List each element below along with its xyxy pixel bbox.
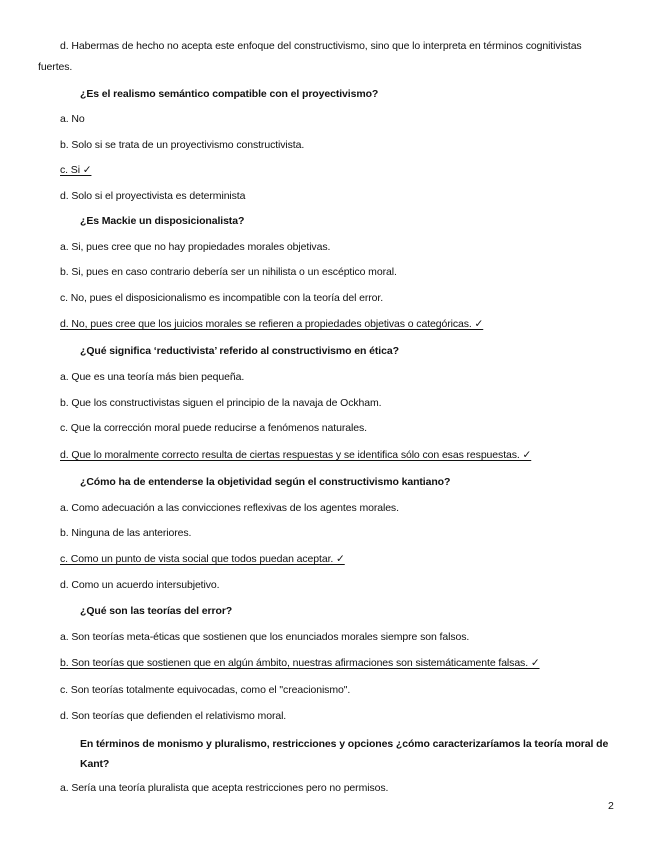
answer-option: b. Solo si se trata de un proyectivismo constructivista. (60, 139, 305, 151)
answer-option: a. No (60, 113, 85, 125)
intro-paragraph: d. Habermas de hecho no acepta este enfoque del constructivismo, sino que lo interpreta en términos cognitivistas fuertes. (38, 40, 582, 73)
question-title: ¿Qué significa ‘reductivista’ referido al constructivismo en ética? (80, 345, 399, 357)
question-title: ¿Qué son las teorías del error? (80, 605, 233, 617)
answer-option: d. Son teorías que defienden el relativismo moral. (60, 710, 287, 722)
answer-option: d. Como un acuerdo intersubjetivo. (60, 579, 220, 591)
answer-option: a. Como adecuación a las convicciones reflexivas de los agentes morales. (60, 502, 399, 514)
answer-option: b. Ninguna de las anteriores. (60, 527, 192, 539)
answer-option: c. Que la corrección moral puede reducirse a fenómenos naturales. (60, 422, 367, 434)
question-title: ¿Cómo ha de entenderse la objetividad según el constructivismo kantiano? (80, 476, 451, 488)
answer-option: d. Solo si el proyectivista es determinista (60, 190, 246, 202)
page-number: 2 (608, 800, 614, 812)
answer-option-correct: c. Si ✓ (60, 164, 92, 176)
question-title: ¿Es Mackie un disposicionalista? (80, 215, 245, 227)
answer-option: a. Que es una teoría más bien pequeña. (60, 371, 245, 383)
question-title: En términos de monismo y pluralismo, restricciones y opciones ¿cómo caracterizaríamos la teoría moral de Kant? (80, 738, 609, 770)
answer-option-correct: d. No, pues cree que los juicios morales se refieren a propiedades objetivas o categóricas. ✓ (60, 318, 484, 330)
answer-option-correct: b. Son teorías que sostienen que en algún ámbito, nuestras afirmaciones son sistemáticamente falsas. ✓ (60, 657, 540, 669)
answer-option-correct: d. Que lo moralmente correcto resulta de ciertas respuestas y se identifica sólo con esas respuestas. ✓ (60, 449, 532, 461)
answer-option: a. Sería una teoría pluralista que acepta restricciones pero no permisos. (60, 782, 389, 794)
question-title: ¿Es el realismo semántico compatible con el proyectivismo? (80, 88, 379, 100)
answer-option: a. Son teorías meta-éticas que sostienen que los enunciados morales siempre son falsos. (60, 631, 470, 643)
answer-option: b. Que los constructivistas siguen el principio de la navaja de Ockham. (60, 397, 382, 409)
answer-option: a. Si, pues cree que no hay propiedades morales objetivas. (60, 241, 331, 253)
answer-option: b. Si, pues en caso contrario debería ser un nihilista o un escéptico moral. (60, 266, 397, 278)
answer-option-correct: c. Como un punto de vista social que todos puedan aceptar. ✓ (60, 553, 345, 565)
answer-option: c. No, pues el disposicionalismo es incompatible con la teoría del error. (60, 292, 384, 304)
answer-option: c. Son teorías totalmente equivocadas, como el "creacionismo". (60, 684, 351, 696)
